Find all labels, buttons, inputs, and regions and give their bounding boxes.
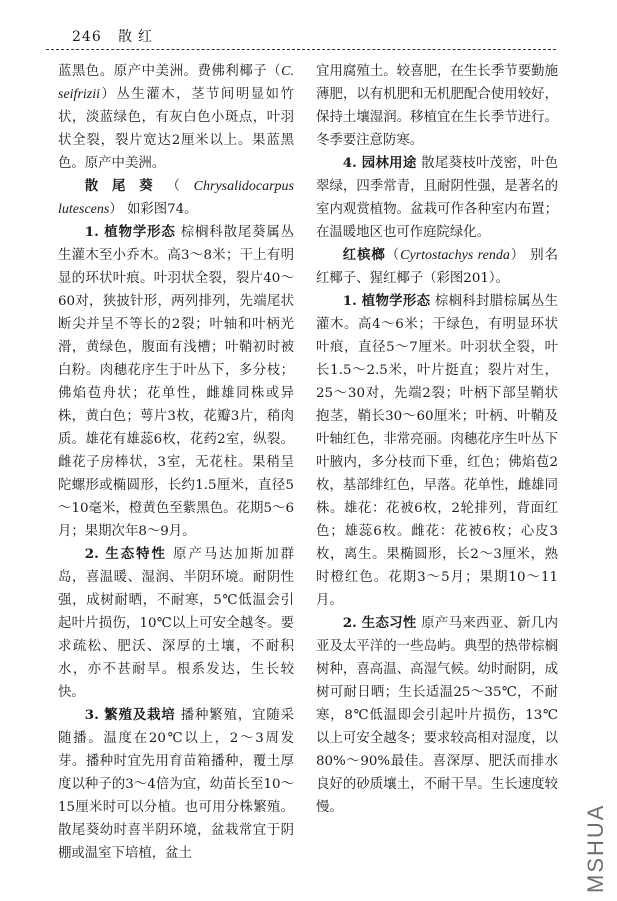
species-name: 红槟榔 xyxy=(342,247,386,263)
section-heading: 1. 植物学形态 xyxy=(342,293,431,309)
section-ecology xyxy=(58,543,294,704)
section-morphology xyxy=(316,290,558,612)
text-run: ） 如彩图74。 xyxy=(109,202,198,217)
text-run: （ xyxy=(385,248,401,263)
text-run: （ xyxy=(166,179,194,194)
section-propagation xyxy=(58,704,294,860)
section-text: 播种繁殖，宜随采随播。温度在20℃以上，2～3周发芽。播种时宜先用育苗箱播种，覆土厚度以种子的3～4倍为宜，幼苗长至10～15厘米时可以分植。也可用分株繁殖。散尾葵幼时喜半阴环境，盆栽常宜于阴棚或温室下培植，盆土 xyxy=(58,708,294,860)
text-run: 蓝黑色。原产中美洲。费佛利椰子（ xyxy=(58,64,282,79)
section-heading: 3. 繁殖及栽培 xyxy=(84,707,176,723)
section-heading: 1. 植物学形态 xyxy=(84,224,176,240)
text-run: ） 别名红椰子、猩红椰子（彩图201）。 xyxy=(316,248,558,286)
latin-name: C. seifrizii xyxy=(58,64,294,102)
paragraph-continuation xyxy=(58,60,294,175)
section-heading: 2. 生态习性 xyxy=(342,615,417,631)
latin-name: Chrysalidocarpus lutescens xyxy=(58,179,294,217)
section-text: 原产马来西亚、新几内亚及太平洋的一些岛屿。典型的热带棕榈树种，喜高温、高湿气候。幼时耐阴，成树可耐日晒；生长适温25～35℃，不耐寒，8℃低温即会引起叶片损伤，13℃以上可安全越冬；要求较高相对湿度，以80%～90%最佳。喜深厚、肥沃而排水良好的砂质壤土，不耐干旱。生长速度较慢。 xyxy=(316,616,558,815)
section-text: 散尾葵枝叶茂密，叶色翠绿，四季常青，且耐阴性强，是著名的室内观赏植物。盆栽可作各种室内布置；在温暖地区也可作庭院绿化。 xyxy=(316,156,558,240)
running-title: 散红 xyxy=(118,29,158,45)
text-run: ）丛生灌木，茎节间明显如竹状，淡蓝绿色，有灰白色小斑点，叶羽状全裂，裂片宽达2厘米以上。果蓝黑色。原产中美洲。 xyxy=(58,87,294,171)
watermark: MSHUA xyxy=(583,803,608,893)
latin-name: Cyrtostachys renda xyxy=(400,248,510,263)
left-column xyxy=(58,60,294,860)
section-text: 棕榈科散尾葵属丛生灌木至小乔木。高3～8米；干上有明显的环状叶痕。叶羽状全裂，裂片40～60对，狭披针形，两列排列，先端尾状断尖并呈不等长的2裂；叶轴和叶柄光滑，黄绿色，腹面有浅槽；叶鞘初时被白粉。肉穗花序生于叶丛下，多分枝；佛焰苞舟状；花单性，雌雄同株或异株，黄白色；萼片3枚，花瓣3片，稍肉质。雄花有雄蕊6枚，花药2室，纵裂。雌花子房棒状，3室，无花柱。果稍呈陀螺形或椭圆形，长约1.5厘米，直径5～10毫米，橙黄色至紫黑色。花期5～6月；果期次年8～9月。 xyxy=(58,225,294,539)
section-ecology xyxy=(316,612,558,819)
right-column xyxy=(316,60,558,860)
paragraph-continuation: 宜用腐殖土。较喜肥，在生长季节要勤施薄肥，以有机肥和无机肥配合使用较好，保持土壤湿润。移植宜在生长季节进行。冬季要注意防寒。 xyxy=(316,64,558,148)
section-text: 原产马达加斯加群岛，喜温暖、湿润、半阴环境。耐阴性强，成树耐晒，不耐寒，5℃低温会引起叶片损伤，10℃以上可安全越冬。要求疏松、肥沃、深厚的土壤，不耐积水，亦不甚耐旱。根系发达，生长较快。 xyxy=(58,547,294,700)
species-heading xyxy=(58,175,294,221)
species-name: 散尾葵 xyxy=(84,178,167,194)
section-morphology xyxy=(58,221,294,543)
page-number: 246 xyxy=(72,29,102,45)
section-heading: 2. 生态特性 xyxy=(84,546,167,562)
header-rule xyxy=(46,49,556,50)
section-text: 棕榈科封腊棕属丛生灌木。高4～6米；干绿色，有明显环状叶痕，直径5～7厘米。叶羽状全裂，叶长1.5～2.5米，叶片挺直；裂片对生，25～30对，先端2裂；叶柄下部呈鞘状抱茎，鞘长30～60厘米；叶柄、叶鞘及叶轴红色，非常亮丽。肉穗花序生叶丛下叶腋内，多分枝而下垂，红色；佛焰苞2枚，基部绯红色，早落。花单性，雌雄同株。雄花：花被6枚，2轮排列，背面红色；雄蕊6枚。雌花：花被6枚；心皮3枚，离生。果椭圆形，长2～3厘米，熟时橙红色。花期3～5月；果期10～11月。 xyxy=(316,294,558,608)
section-landscape-use xyxy=(316,152,558,244)
section-heading: 4. 园林用途 xyxy=(342,155,417,171)
species-heading xyxy=(316,244,558,290)
page-header xyxy=(46,24,556,50)
